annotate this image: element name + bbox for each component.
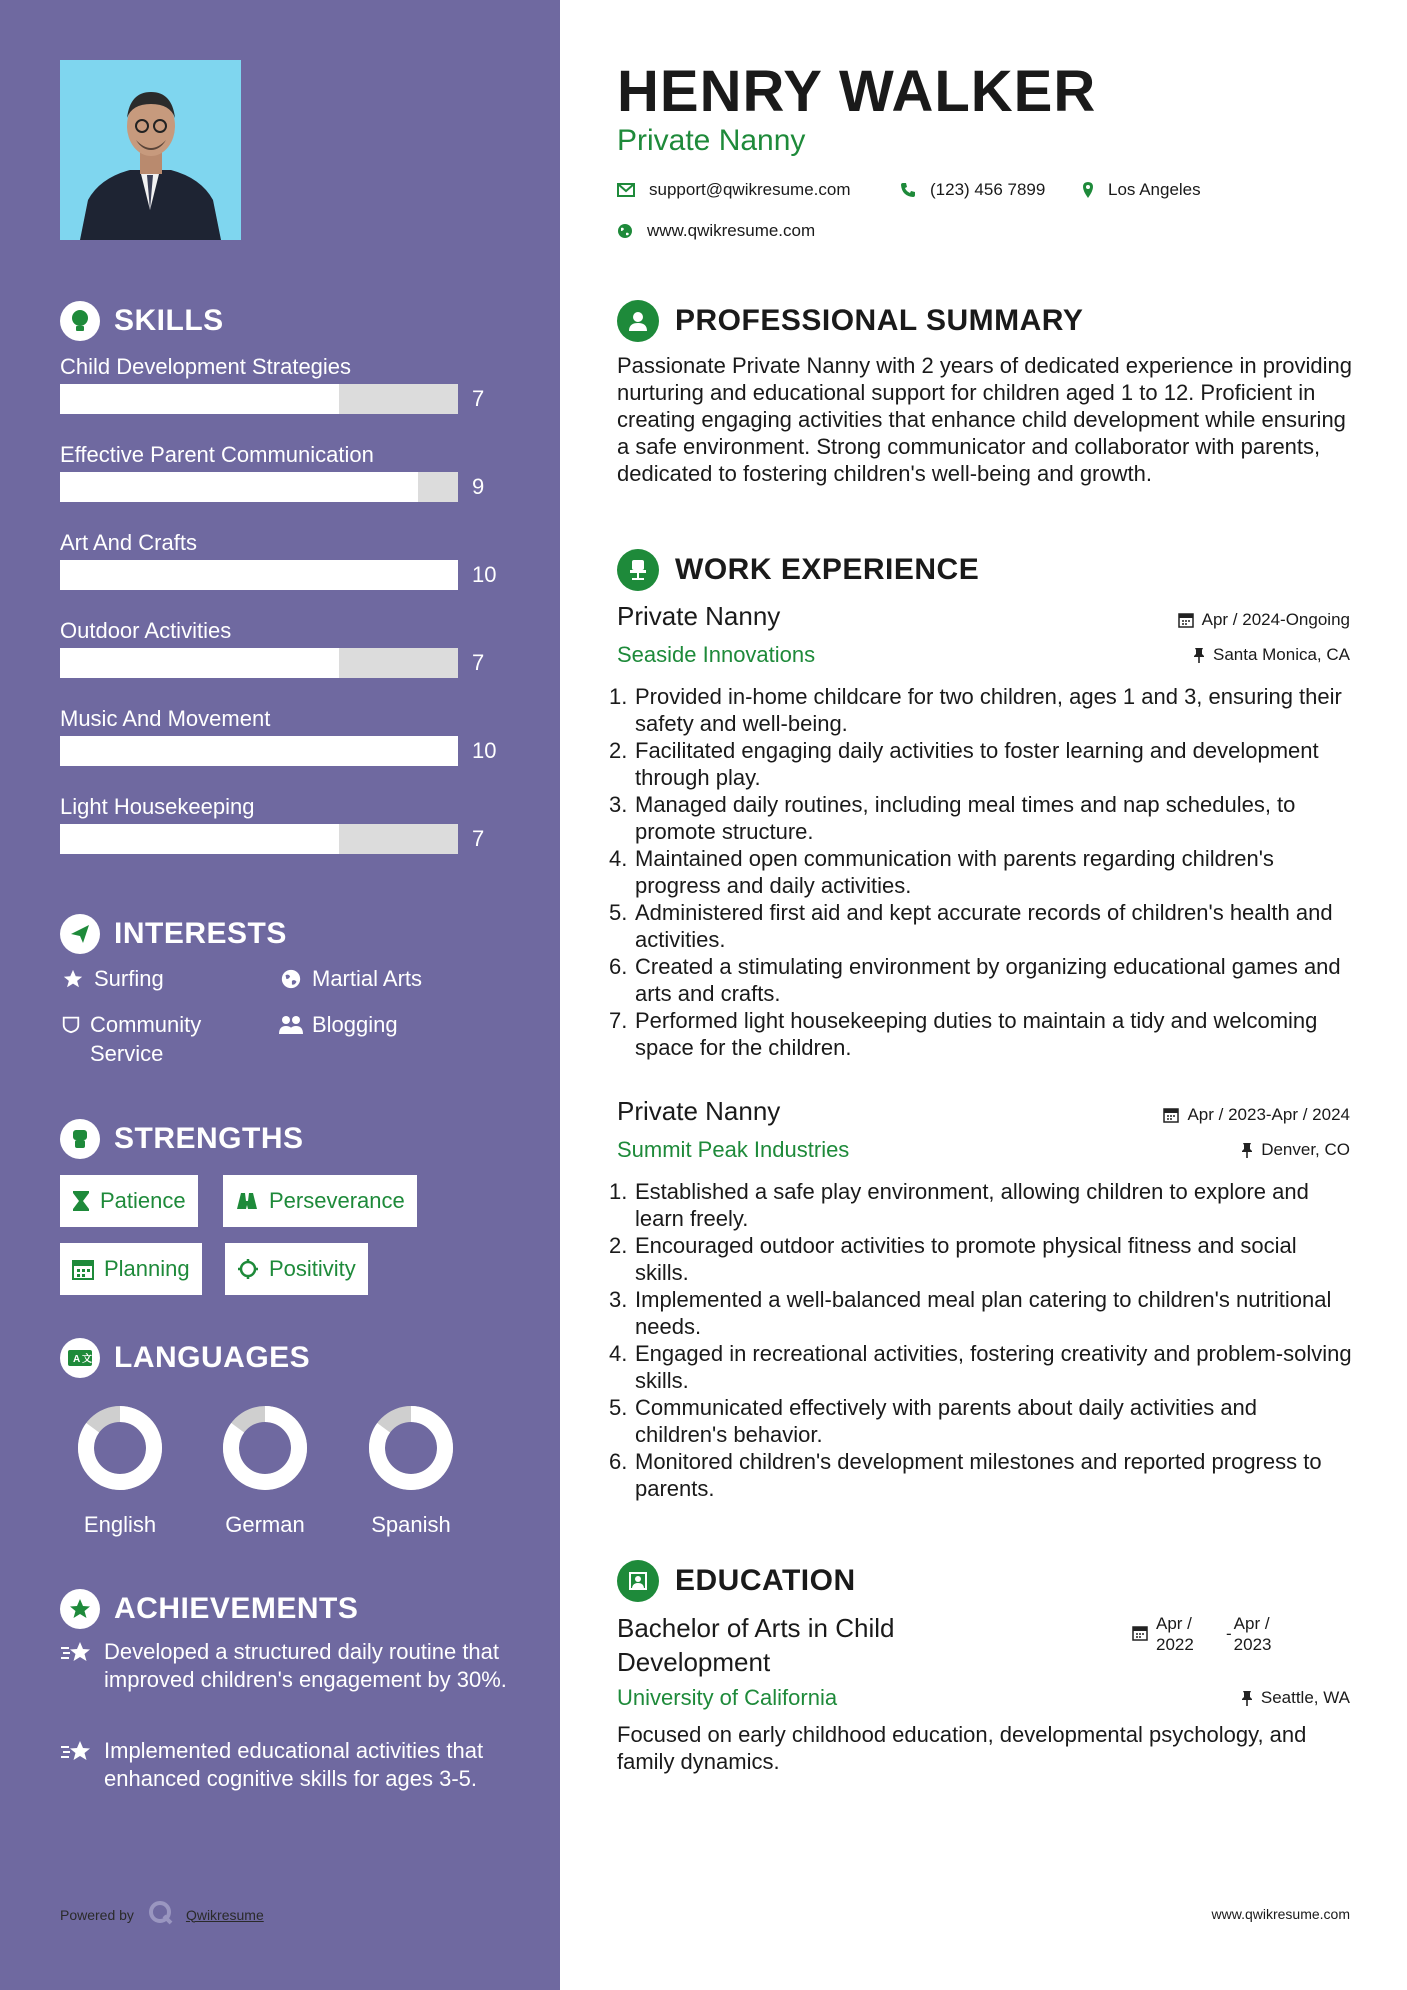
summary-title: PROFESSIONAL SUMMARY <box>675 304 1084 337</box>
job-dates <box>1163 1105 1350 1125</box>
calendar-icon <box>1163 1107 1179 1123</box>
strengths-heading <box>60 1119 304 1159</box>
achievement-item <box>60 1638 520 1694</box>
main-content <box>560 0 1407 1990</box>
language-ring <box>205 1400 325 1520</box>
edu-start: Apr / 2022 <box>1156 1614 1194 1654</box>
skill-fill <box>60 648 339 678</box>
job-bullet: 5. Communicated effectively with parents about daily activities and children's behavior. <box>609 1395 1258 1447</box>
experience-title: WORK EXPERIENCE <box>675 553 980 586</box>
languages-title: LANGUAGES <box>114 1341 311 1374</box>
job-dates-text: Apr / 2024-Ongoing <box>1201 610 1350 629</box>
strength-label: Patience <box>100 1188 186 1213</box>
qwikresume-logo-icon <box>148 1900 174 1929</box>
skill-fill <box>60 736 458 766</box>
job-bullet: 7. Performed light housekeeping duties to maintain a tidy and welcoming space for the children. <box>609 1008 1318 1060</box>
skill-fill <box>60 560 458 590</box>
contact-phone <box>900 180 1045 200</box>
candidate-name: HENRY WALKER <box>617 59 1097 124</box>
school-location-text: Seattle, WA <box>1260 1688 1350 1707</box>
skill-bar <box>60 824 500 854</box>
education-title: EDUCATION <box>675 1564 856 1597</box>
map-pin-icon <box>1082 181 1094 199</box>
email-text[interactable]: support@qwikresume.com <box>649 180 851 199</box>
job-bullet: 5. Administered first aid and kept accurate records of children's health and activities. <box>609 900 1333 952</box>
achievements-title: ACHIEVEMENTS <box>114 1592 359 1625</box>
skill-name: Art And Crafts <box>60 530 197 555</box>
education-dates: Apr / 2022 - Apr / 2023 <box>1132 1613 1272 1655</box>
candidate-role: Private Nanny <box>617 124 806 157</box>
skill-track <box>60 736 458 766</box>
skill-track <box>60 648 458 678</box>
phone-text: (123) 456 7899 <box>930 180 1046 199</box>
summary-text: Passionate Private Nanny with 2 years of dedicated experience in providing nurturing and educational support for children aged 1 to 12. Proficient in creating engaging activities that enhance child development while ensuring a safe environment. Strong communicator and collaborator with parents, dedicated to fostering children's well-being and growth. <box>617 353 1352 486</box>
skill-name: Light Housekeeping <box>60 794 255 819</box>
education-text: Focused on early childhood education, developmental psychology, and family dynamics. <box>617 1722 1307 1774</box>
fist-icon <box>60 1119 100 1159</box>
interests-title: INTERESTS <box>114 917 287 950</box>
strength-chip <box>223 1175 417 1227</box>
strengths-title: STRENGTHS <box>114 1122 304 1155</box>
footer-website[interactable]: www.qwikresume.com <box>1211 1906 1350 1922</box>
skill-track <box>60 472 458 502</box>
language-item <box>60 1400 180 1537</box>
job-bullet: 1. Established a safe play environment, allowing children to explore and learn freely. <box>609 1179 1309 1231</box>
location-text: Los Angeles <box>1108 180 1201 199</box>
skill-fill <box>60 472 418 502</box>
language-item <box>351 1400 471 1537</box>
skill-name: Effective Parent Communication <box>60 442 374 467</box>
phone-icon <box>900 182 916 198</box>
interest-item <box>60 1010 230 1068</box>
skill-value: 10 <box>472 562 497 587</box>
skill-bar <box>60 648 500 678</box>
job-company: Seaside Innovations <box>617 642 816 667</box>
job-location-text: Santa Monica, CA <box>1212 645 1350 664</box>
degree-line: Bachelor of Arts in Child <box>617 1613 895 1643</box>
job-location <box>1241 1140 1350 1160</box>
job-dates-text: Apr / 2023-Apr / 2024 <box>1187 1105 1350 1124</box>
achievement-item <box>60 1737 520 1793</box>
powered-by <box>60 1900 264 1929</box>
job-bullets <box>609 683 1352 1061</box>
job-bullet: 6. Created a stimulating environment by organizing educational games and arts and crafts. <box>609 954 1341 1006</box>
achievements-heading <box>60 1589 358 1629</box>
job-bullet: 4. Maintained open communication with parents regarding children's progress and daily activities. <box>609 846 1274 898</box>
job-title: Private Nanny <box>617 601 781 631</box>
binoculars-icon <box>235 1191 259 1211</box>
skill-item <box>60 352 500 411</box>
edu-end: Apr / 2023 <box>1233 1614 1272 1654</box>
job-title: Private Nanny <box>617 1096 781 1126</box>
globe-icon <box>617 223 633 239</box>
strength-chip <box>60 1175 198 1227</box>
skill-bar <box>60 472 500 502</box>
skill-value: 7 <box>472 650 485 675</box>
strength-chip <box>225 1243 368 1295</box>
calendar-icon <box>1178 612 1194 628</box>
skill-track <box>60 824 458 854</box>
degree-line: Development <box>617 1647 771 1677</box>
skills-heading <box>60 301 224 341</box>
language-ring <box>60 1400 180 1520</box>
language-ring <box>351 1400 471 1520</box>
school-name: University of California <box>617 1685 838 1710</box>
strength-label: Planning <box>104 1256 190 1281</box>
interest-label: Surfing <box>94 966 164 991</box>
experience-heading <box>617 549 979 591</box>
hourglass-icon <box>72 1190 90 1212</box>
job-bullet: 1. Provided in-home childcare for two children, ages 1 and 3, ensuring their safety and well-being. <box>609 684 1342 736</box>
skill-value: 9 <box>472 474 485 499</box>
medal-icon <box>60 1589 100 1629</box>
achievement-text: Implemented educational activities that enhanced cognitive skills for ages 3-5. <box>104 1738 484 1791</box>
skill-value: 10 <box>472 738 497 763</box>
svg-text:A: A <box>73 1354 81 1365</box>
language-name: English <box>83 1512 157 1537</box>
languages-heading <box>60 1338 310 1378</box>
pushpin-icon <box>1193 647 1205 663</box>
language-item <box>205 1400 325 1537</box>
skill-item <box>60 440 500 499</box>
strength-chip <box>60 1243 202 1295</box>
calendar-icon <box>1132 1613 1148 1655</box>
skill-track <box>60 560 458 590</box>
interest-label: Martial Arts <box>312 966 423 991</box>
education-heading <box>617 1560 856 1602</box>
pushpin-icon <box>1241 1142 1253 1158</box>
graduate-icon <box>617 1560 659 1602</box>
sidebar <box>0 0 560 1990</box>
achievement-text: Developed a structured daily routine that improved children's engagement by 30%. <box>104 1639 507 1692</box>
interest-label: Blogging <box>312 1012 398 1037</box>
job-location <box>1193 645 1350 665</box>
job-bullet: 2. Encouraged outdoor activities to promote physical fitness and social skills. <box>609 1233 1297 1285</box>
school-location <box>1241 1688 1350 1708</box>
job-bullet: 2. Facilitated engaging daily activities to foster learning and development through play. <box>609 738 1319 790</box>
language-name: Spanish <box>371 1512 451 1537</box>
skill-bar <box>60 384 500 414</box>
language-icon <box>60 1338 100 1378</box>
lightbulb-icon <box>60 301 100 341</box>
skill-name: Music And Movement <box>60 706 271 731</box>
job-company: Summit Peak Industries <box>617 1137 850 1162</box>
skills-title: SKILLS <box>114 304 224 337</box>
users-icon <box>278 1010 304 1036</box>
strength-label: Perseverance <box>269 1188 405 1213</box>
powered-by-label: Powered by <box>60 1906 134 1923</box>
skill-value: 7 <box>472 826 485 851</box>
profile-photo <box>60 60 241 240</box>
interest-item <box>278 1010 398 1039</box>
job-bullets <box>609 1178 1352 1502</box>
qwikresume-link[interactable]: Qwikresume <box>185 1906 264 1923</box>
skill-name: Outdoor Activities <box>60 618 232 643</box>
job-dates <box>1178 610 1350 630</box>
language-name: German <box>225 1512 305 1537</box>
interest-item <box>278 964 422 993</box>
shooting-star-icon <box>60 1638 92 1694</box>
skill-bar <box>60 560 500 590</box>
heart-hand-icon <box>60 1010 82 1034</box>
interest-item <box>60 964 164 993</box>
skill-bar <box>60 736 500 766</box>
office-chair-icon <box>617 549 659 591</box>
skill-name: Child Development Strategies <box>60 354 352 379</box>
skill-track <box>60 384 458 414</box>
shooting-star-icon <box>60 1737 92 1793</box>
envelope-icon <box>617 183 635 197</box>
job-bullet: 3. Implemented a well-balanced meal plan catering to children's nutritional needs. <box>609 1287 1332 1339</box>
interest-label: Community Service <box>90 1012 202 1066</box>
sun-icon <box>237 1258 259 1280</box>
star-icon <box>60 964 86 990</box>
skill-fill <box>60 384 339 414</box>
strength-label: Positivity <box>269 1256 356 1281</box>
skill-item <box>60 528 500 587</box>
interests-heading <box>60 914 287 954</box>
skill-item <box>60 616 500 675</box>
contact-website <box>617 221 815 241</box>
degree-title <box>617 1611 894 1679</box>
calendar-icon <box>72 1258 94 1280</box>
summary-heading <box>617 300 1083 342</box>
job-bullet: 3. Managed daily routines, including meal times and nap schedules, to promote structure. <box>609 792 1296 844</box>
svg-text:文: 文 <box>82 1354 92 1365</box>
job-bullet: 6. Monitored children's development milestones and reported progress to parents. <box>609 1449 1322 1501</box>
pushpin-icon <box>1241 1690 1253 1706</box>
website-text[interactable]: www.qwikresume.com <box>647 221 816 240</box>
contact-email <box>617 180 851 200</box>
skill-item <box>60 704 500 763</box>
paper-plane-icon <box>60 914 100 954</box>
globe-icon <box>278 964 304 990</box>
skill-value: 7 <box>472 386 485 411</box>
user-icon <box>617 300 659 342</box>
skill-item <box>60 792 500 851</box>
job-bullet: 4. Engaged in recreational activities, fostering creativity and problem-solving skills. <box>609 1341 1352 1393</box>
job-location-text: Denver, CO <box>1261 1140 1350 1159</box>
contact-location <box>1082 180 1201 200</box>
skill-fill <box>60 824 339 854</box>
